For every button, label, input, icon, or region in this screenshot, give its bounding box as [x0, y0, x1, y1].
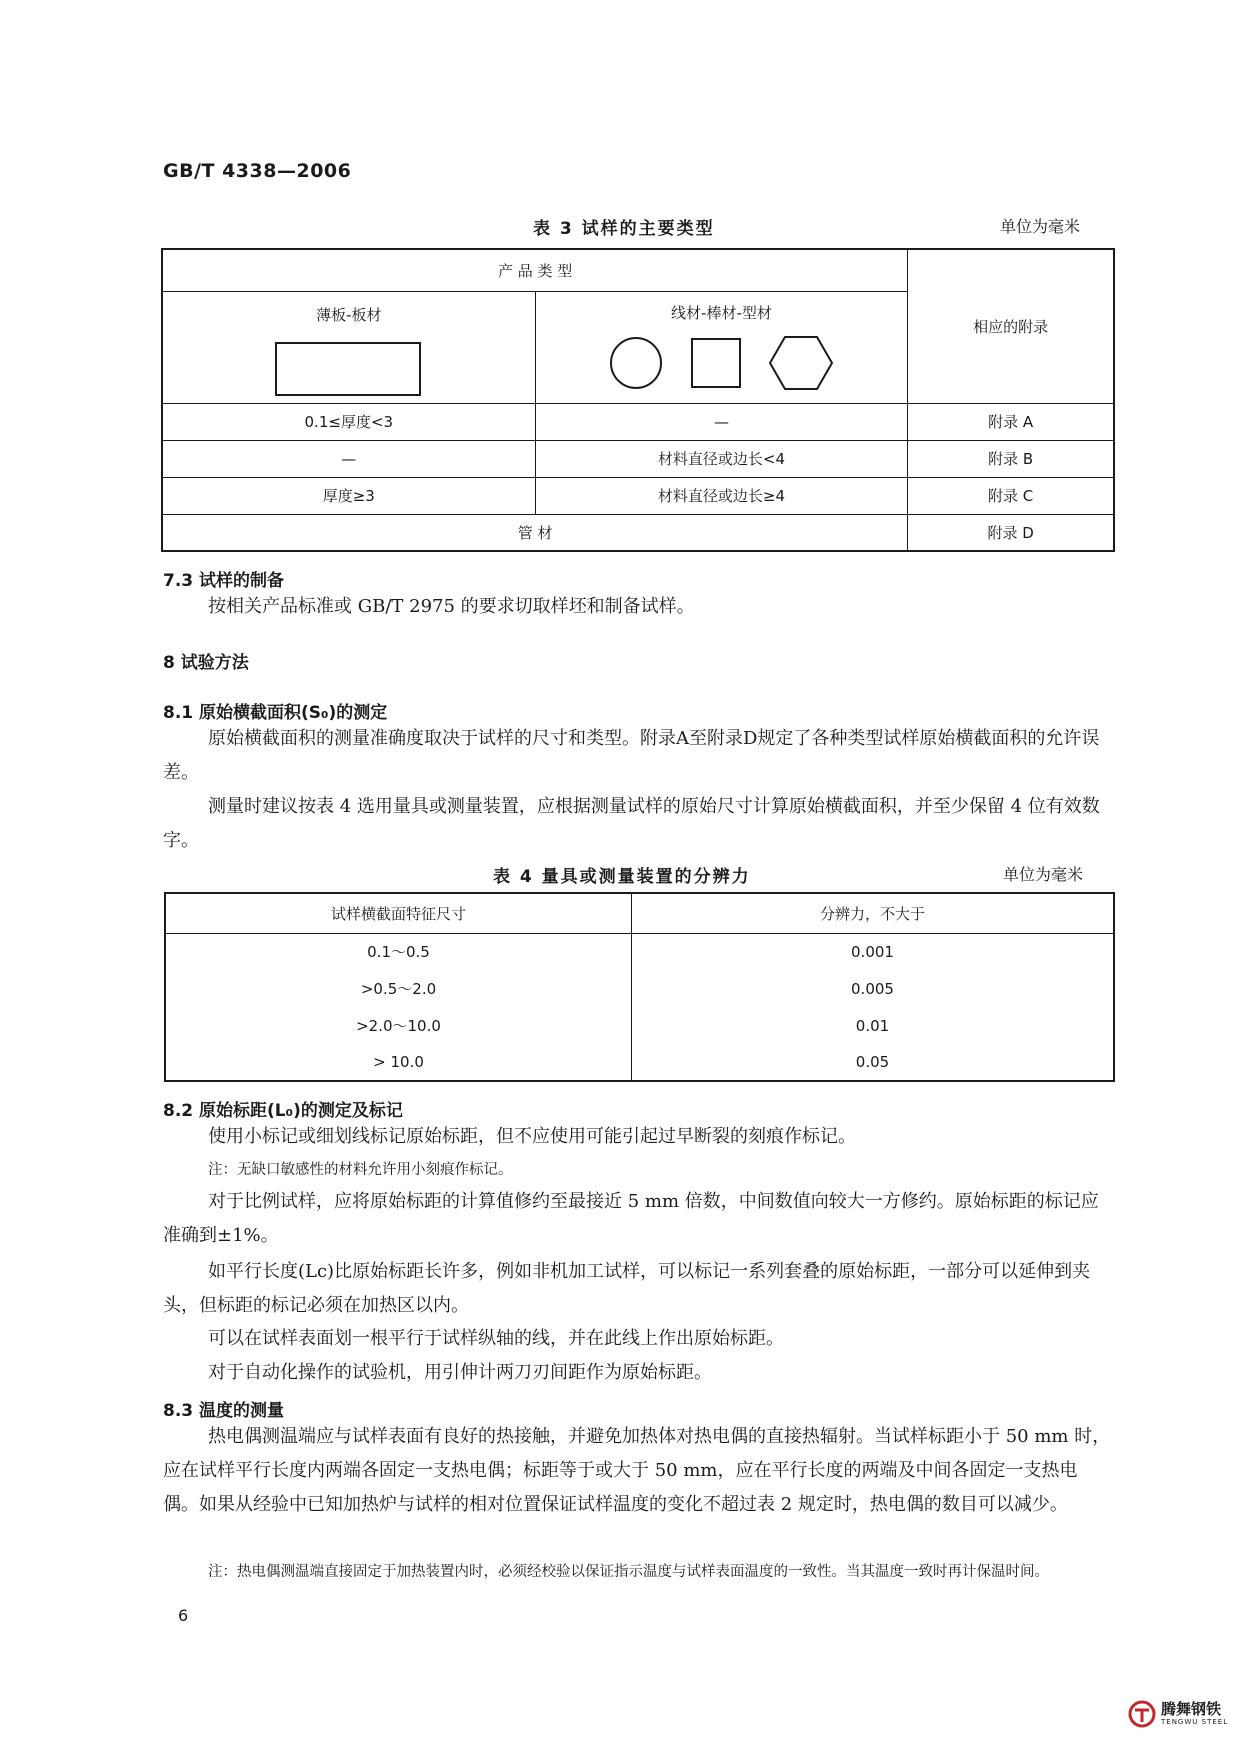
table3-cell: 0.1≤厚度<3 [162, 403, 535, 440]
section-8-2-para-5: 对于自动化操作的试验机，用引伸计两刀刃间距作为原始标距。 [208, 1362, 712, 1383]
table3-cell: 材料直径或边长≥4 [535, 477, 908, 514]
table3-row [162, 440, 1114, 477]
section-8-3-note: 注：热电偶测温端直接固定于加热装置内时，必须经校验以保证指示温度与试样表面温度的一致性。当其温度一致时再计保温时间。 [208, 1564, 1049, 1580]
logo-text-cn: 腾舞钢铁 [1161, 1700, 1222, 1718]
table3-cell: 附录 D [908, 514, 1114, 551]
section-8-1-para-2: 测量时建议按表 4 选用量具或测量装置，应根据测量试样的原始尺寸计算原始横截面积，并至少保留 4 位有效数字。 [163, 796, 1100, 851]
table4-cell: >0.5～2.0 [165, 970, 632, 1007]
table4-unit: 单位为毫米 [1003, 865, 1084, 884]
table3-cell: — [535, 403, 908, 440]
logo-text-en: TENGWU STEEL [1161, 1718, 1229, 1726]
section-8-2-para-3: 如平行长度(Lc)比原始标距长许多，例如非机加工试样，可以标记一系列套叠的原始标距，一部分可以延伸到夹头，但标距的标记必须在加热区以内。 [163, 1261, 1091, 1316]
hexagon-section-icon [768, 335, 834, 391]
table3-cell: 材料直径或边长<4 [535, 440, 908, 477]
table3-row [162, 514, 1114, 551]
standard-number: GB/T 4338—2006 [163, 160, 352, 182]
table3-sheet-cell [162, 291, 535, 403]
table4-caption: 表 4 量具或测量装置的分辨力 [493, 867, 751, 887]
table4-cell: >2.0～10.0 [165, 1007, 632, 1044]
table4-cell: 0.001 [632, 933, 1115, 970]
section-8-2-heading: 8.2 原始标距(L₀)的测定及标记 [163, 1101, 403, 1121]
table3-wire-cell [535, 291, 908, 403]
table3-cell: 附录 C [908, 477, 1114, 514]
table3-col-wire: 线材-棒材-型材 [671, 303, 772, 322]
table3-cell: — [162, 440, 535, 477]
table4 [164, 892, 1115, 1082]
table3 [161, 248, 1115, 552]
tengwu-logo-icon [1128, 1700, 1156, 1728]
page-number: 6 [178, 1606, 189, 1625]
table3-caption: 表 3 试样的主要类型 [533, 219, 715, 239]
table3-cell: 管 材 [162, 514, 908, 551]
table4-row [165, 1044, 1114, 1081]
section-7-3-heading: 7.3 试样的制备 [163, 571, 285, 591]
section-8-3-para-1: 热电偶测温端应与试样表面有良好的热接触，并避免加热体对热电偶的直接热辐射。当试样标距小于 50 mm 时，应在试样平行长度内两端各固定一支热电偶；标距等于或大于 50 mm，应在平行长度的两端及中间各固定一支热电偶。如果从经验中已知加热炉与试样的相对位置保证试样温度的变化不超过表 2 规定时，热电偶的数目可以减少。 [163, 1426, 1111, 1515]
table3-cell: 厚度≥3 [162, 477, 535, 514]
table4-header-resolution: 分辨力，不大于 [632, 893, 1115, 933]
table3-unit: 单位为毫米 [1000, 217, 1081, 236]
table3-cell: 附录 B [908, 440, 1114, 477]
section-8-2-note: 注：无缺口敏感性的材料允许用小刻痕作标记。 [208, 1162, 513, 1178]
rectangle-sheet-icon [274, 341, 424, 399]
table4-cell: 0.05 [632, 1044, 1115, 1081]
table4-row [165, 1007, 1114, 1044]
section-8-2-para-2: 对于比例试样，应将原始标距的计算值修约至最接近 5 mm 倍数，中间数值向较大一方修约。原始标距的标记应准确到±1%。 [163, 1191, 1099, 1246]
section-8-3-heading: 8.3 温度的测量 [163, 1401, 285, 1421]
table4-cell: 0.005 [632, 970, 1115, 1007]
table3-row [162, 403, 1114, 440]
section-8-1-heading: 8.1 原始横截面积(S₀)的测定 [163, 703, 388, 723]
square-section-icon [690, 337, 742, 389]
table3-col-sheet: 薄板-板材 [316, 305, 382, 324]
section-8-2-para-4: 可以在试样表面划一根平行于试样纵轴的线，并在此线上作出原始标距。 [208, 1328, 784, 1349]
section-8-1-para-1: 原始横截面积的测量准确度取决于试样的尺寸和类型。附录A至附录D规定了各种类型试样原始横截面积的允许误差。 [163, 728, 1100, 783]
section-7-3-text: 按相关产品标准或 GB/T 2975 的要求切取样坯和制备试样。 [208, 596, 695, 617]
brand-logo [1128, 1700, 1228, 1728]
table4-cell: 0.1～0.5 [165, 933, 632, 970]
table3-cell: 附录 A [908, 403, 1114, 440]
circle-section-icon [608, 335, 664, 391]
table3-product-type: 产 品 类 型 [162, 249, 908, 291]
table4-cell: 0.01 [632, 1007, 1115, 1044]
table4-cell: > 10.0 [165, 1044, 632, 1081]
table4-row [165, 933, 1114, 970]
table4-header-size: 试样横截面特征尺寸 [165, 893, 632, 933]
table4-row [165, 970, 1114, 1007]
section-8-2-para-1: 使用小标记或细划线标记原始标距，但不应使用可能引起过早断裂的刻痕作标记。 [208, 1126, 856, 1147]
table3-col-appendix: 相应的附录 [908, 249, 1114, 403]
table3-row [162, 477, 1114, 514]
section-8-heading: 8 试验方法 [163, 653, 249, 673]
